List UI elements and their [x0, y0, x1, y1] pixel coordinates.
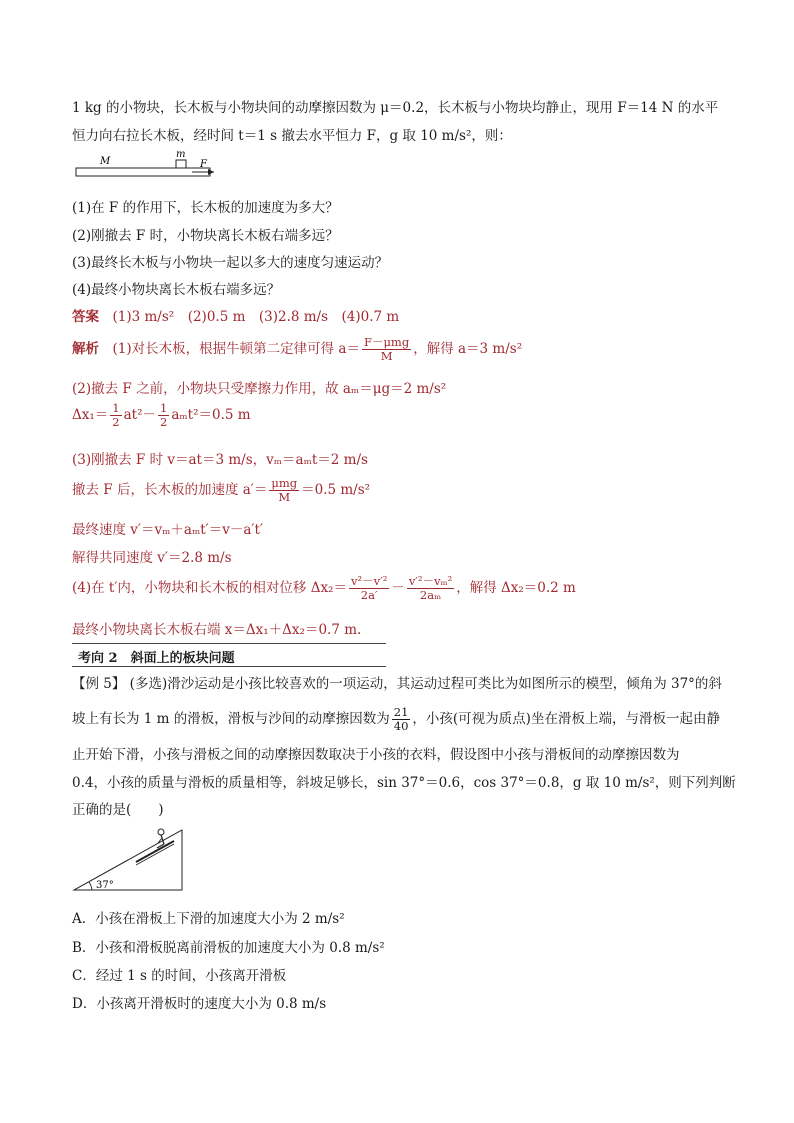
- angle-label: 37°: [96, 880, 114, 891]
- section-header: [72, 643, 386, 667]
- fraction-5: $\frac{\text{μmg}}{M}$: [271, 476, 298, 504]
- solution-line-9: 最终小物块离长木板右端 x＝Δx₁＋Δx₂＝0.7 m.: [72, 622, 362, 638]
- solution-line-4: (3)刚撤去 F 时 v＝at＝3 m/s，vₘ＝aₘt＝2 m/s: [72, 452, 368, 468]
- example-line-3: 止开始下滑，小孩与滑板之间的动摩擦因数取决于小孩的衣料，假设图中小孩与滑板间的动摩擦因数为: [72, 747, 680, 763]
- solution-5-text: 撤去 F 后，长木板的加速度 a′＝: [72, 482, 268, 498]
- solution-3-text: Δx₁＝: [72, 407, 109, 423]
- solution-1-text: (1)对长木板，根据牛顿第二定律可得 a＝: [112, 341, 360, 357]
- question-1: (1)在 F 的作用下，长木板的加速度为多大？: [72, 200, 339, 216]
- problem-line-1: 1 kg 的小物块，长木板与小物块间的动摩擦因数为 μ＝0.2，长木板与小物块均静止，现用 F＝14 N 的水平: [72, 100, 719, 116]
- option-b: B．小孩和滑板脱离前滑板的加速度大小为 0.8 m/s²: [72, 940, 385, 956]
- option-c: C．经过 1 s 的时间，小孩离开滑板: [72, 968, 287, 984]
- answer-label: 答案: [72, 309, 99, 325]
- answer-text: (1)3 m/s² (2)0.5 m (3)2.8 m/s (4)0.7 m: [112, 309, 400, 325]
- solution-line-8: [72, 575, 576, 602]
- solution-3-result: aₘt²＝0.5 m: [171, 407, 251, 423]
- question-2: (2)刚撤去 F 时，小物块离长木板右端多远？: [72, 228, 339, 244]
- slope-figure: [72, 822, 192, 894]
- example-2-post: ，小孩(可视为质点)坐在滑板上端，与滑板一起由静: [412, 711, 720, 727]
- fraction-half-2: $\frac{1}{2}$: [160, 401, 168, 429]
- fraction-8a: $\frac{\text{v²－v′²}}{2a'}$: [350, 574, 388, 602]
- solution-line-5: [72, 477, 370, 504]
- answer-line: [72, 305, 399, 325]
- solution-line-6: 最终速度 v′＝vₘ＋aₘt′＝v－a′t′: [72, 522, 263, 538]
- example-line-4: 0.4，小孩的质量与滑板的质量相等，斜坡足够长，sin 37°＝0.6，cos 37°＝0.8，g 取 10 m/s²，则下列判断: [72, 775, 736, 791]
- solution-line-7: 解得共同速度 v′＝2.8 m/s: [72, 550, 232, 566]
- solution-8-text: (4)在 t′内，小物块和长木板的相对位移 Δx₂＝: [72, 580, 347, 596]
- fraction-1: $\frac{\text{F－μmg}}{M}$: [363, 335, 410, 363]
- solution-5-result: ＝0.5 m/s²: [301, 482, 371, 498]
- example-line-5: 正确的是( ): [72, 802, 164, 818]
- board-block-figure: [72, 148, 222, 182]
- label-F: F: [200, 159, 207, 170]
- option-a: A．小孩在滑板上下滑的加速度大小为 2 m/s²: [72, 911, 345, 927]
- example-2-text: 坡上有长为 1 m 的滑板，滑板与沙间的动摩擦因数为: [72, 711, 390, 727]
- solution-1-result: ，解得 a＝3 m/s²: [413, 341, 523, 357]
- solution-line-3: [72, 402, 251, 429]
- fraction-half-1: $\frac{1}{2}$: [112, 401, 120, 429]
- section-title: 考向 2 斜面上的板块问题: [78, 651, 235, 666]
- label-M: M: [100, 156, 111, 167]
- question-4: (4)最终小物块离长木板右端多远？: [72, 282, 281, 298]
- option-d: D．小孩离开滑板时的速度大小为 0.8 m/s: [72, 996, 327, 1012]
- example-line-1: 【例 5】 (多选)滑沙运动是小孩比较喜欢的一项运动，其运动过程可类比为如图所示的模型，倾角为 37°的斜: [72, 676, 722, 692]
- solution-3-mid: at²－: [123, 407, 156, 423]
- fraction-8b: $\frac{\text{v′²－vₘ²}}{\text{2aₘ}}$: [408, 574, 453, 602]
- problem-line-2: 恒力向右拉长木板，经时间 t＝1 s 撤去水平恒力 F，g 取 10 m/s²，则：: [72, 128, 512, 144]
- solution-8-result: ，解得 Δx₂＝0.2 m: [456, 580, 576, 596]
- solution-line-1: [72, 336, 522, 363]
- solution-8-mid: －: [391, 580, 405, 596]
- example-line-2: [72, 706, 720, 733]
- solution-label: 解析: [72, 341, 99, 357]
- question-3: (3)最终长木板与小物块一起以多大的速度匀速运动？: [72, 255, 389, 271]
- solution-line-2: (2)撤去 F 之前，小物块只受摩擦力作用，故 aₘ＝μg＝2 m/s²: [72, 381, 447, 397]
- label-m: m: [176, 149, 186, 160]
- friction-fraction: $\frac{21}{40}$: [393, 705, 409, 733]
